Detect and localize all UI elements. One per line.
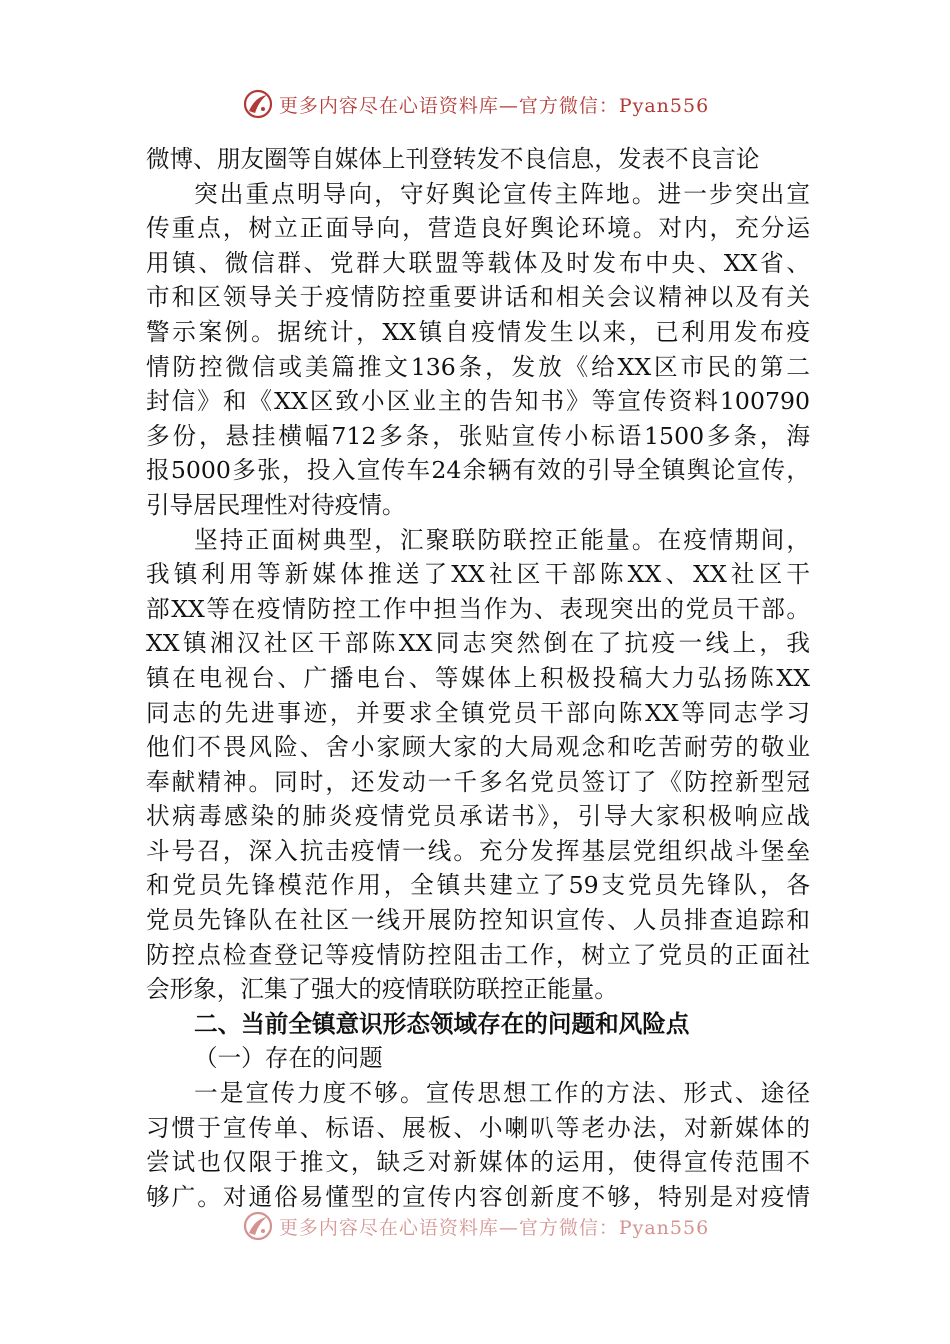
text-line: 部XX等在疫情防控工作中担当作为、表现突出的党员干部。: [146, 594, 810, 623]
text-line: 斗号召，深入抗击疫情一线。充分发挥基层党组织战斗堡垒: [146, 836, 810, 865]
header-watermark: [0, 84, 950, 124]
text-line: 突出重点明导向，守好舆论宣传主阵地。进一步突出宣: [194, 179, 810, 208]
text-line: 状病毒感染的肺炎疫情党员承诺书》，引导大家积极响应战: [146, 802, 810, 831]
text-line: 用镇、微信群、党群大联盟等载体及时发布中央、XX省、: [146, 248, 810, 277]
watermark-text: 更多内容尽在心语资料库—官方微信：Pyan556: [278, 94, 710, 117]
text-line: 传重点，树立正面导向，营造良好舆论环境。对内，充分运: [146, 214, 810, 243]
text-line: 习惯于宣传单、标语、展板、小喇叭等老办法，对新媒体的: [146, 1113, 810, 1142]
text-line: 我镇利用等新媒体推送了XX社区干部陈XX、XX社区干: [146, 560, 810, 589]
text-line: 一是宣传力度不够。宣传思想工作的方法、形式、途径: [194, 1079, 810, 1108]
text-line: 和党员先锋模范作用，全镇共建立了59支党员先锋队，各: [146, 871, 810, 900]
text-line: 党员先锋队在社区一线开展防控知识宣传、人员排查追踪和: [146, 906, 810, 935]
watermark-text: 更多内容尽在心语资料库—官方微信：Pyan556: [278, 1216, 710, 1239]
section-heading: 二、当前全镇意识形态领域存在的问题和风险点: [194, 1009, 690, 1038]
text-line: 够广。对通俗易懂型的宣传内容创新度不够，特别是对疫情: [146, 1182, 810, 1211]
text-line: 警示案例。据统计，XX镇自疫情发生以来，已利用发布疫: [146, 317, 810, 346]
text-line: 市和区领导关于疫情防控重要讲话和相关会议精神以及有关: [146, 283, 810, 312]
subsection-heading: （一）存在的问题: [194, 1044, 383, 1073]
text-line: XX镇湘汉社区干部陈XX同志突然倒在了抗疫一线上，我: [146, 629, 810, 658]
text-line: 防控点检查登记等疫情防控阻击工作，树立了党员的正面社: [146, 940, 810, 969]
text-line: 情防控微信或美篇推文136条，发放《给XX区市民的第二: [146, 352, 810, 381]
text-line: 同志的先进事迹，并要求全镇党员干部向陈XX等同志学习: [146, 698, 810, 727]
text-line: 封信》和《XX区致小区业主的告知书》等宣传资料100790: [146, 387, 810, 416]
text-line: 报5000多张，投入宣传车24余辆有效的引导全镇舆论宣传，: [146, 456, 810, 485]
text-line: 镇在电视台、广播电台、等媒体上积极投稿大力弘扬陈XX: [146, 663, 810, 692]
text-line: 他们不畏风险、舍小家顾大家的大局观念和吃苦耐劳的敬业: [146, 733, 810, 762]
brush-logo-icon: [241, 1209, 275, 1243]
text-line: 坚持正面树典型，汇聚联防联控正能量。在疫情期间，: [194, 525, 810, 554]
text-line: 引导居民理性对待疫情。: [146, 490, 406, 519]
text-line: 多份，悬挂横幅712多条，张贴宣传小标语1500多条，海: [146, 421, 810, 450]
text-line: 微博、朋友圈等自媒体上刊登转发不良信息，发表不良言论: [146, 145, 760, 173]
document-body: [146, 142, 810, 1214]
text-line: 奉献精神。同时，还发动一千多名党员签订了《防控新型冠: [146, 767, 810, 796]
text-line: 尝试也仅限于推文，缺乏对新媒体的运用，使得宣传范围不: [146, 1148, 810, 1177]
brush-logo-icon: [241, 87, 275, 121]
footer-watermark: [0, 1206, 950, 1246]
text-line: 会形象，汇集了强大的疫情联防联控正能量。: [146, 975, 618, 1004]
